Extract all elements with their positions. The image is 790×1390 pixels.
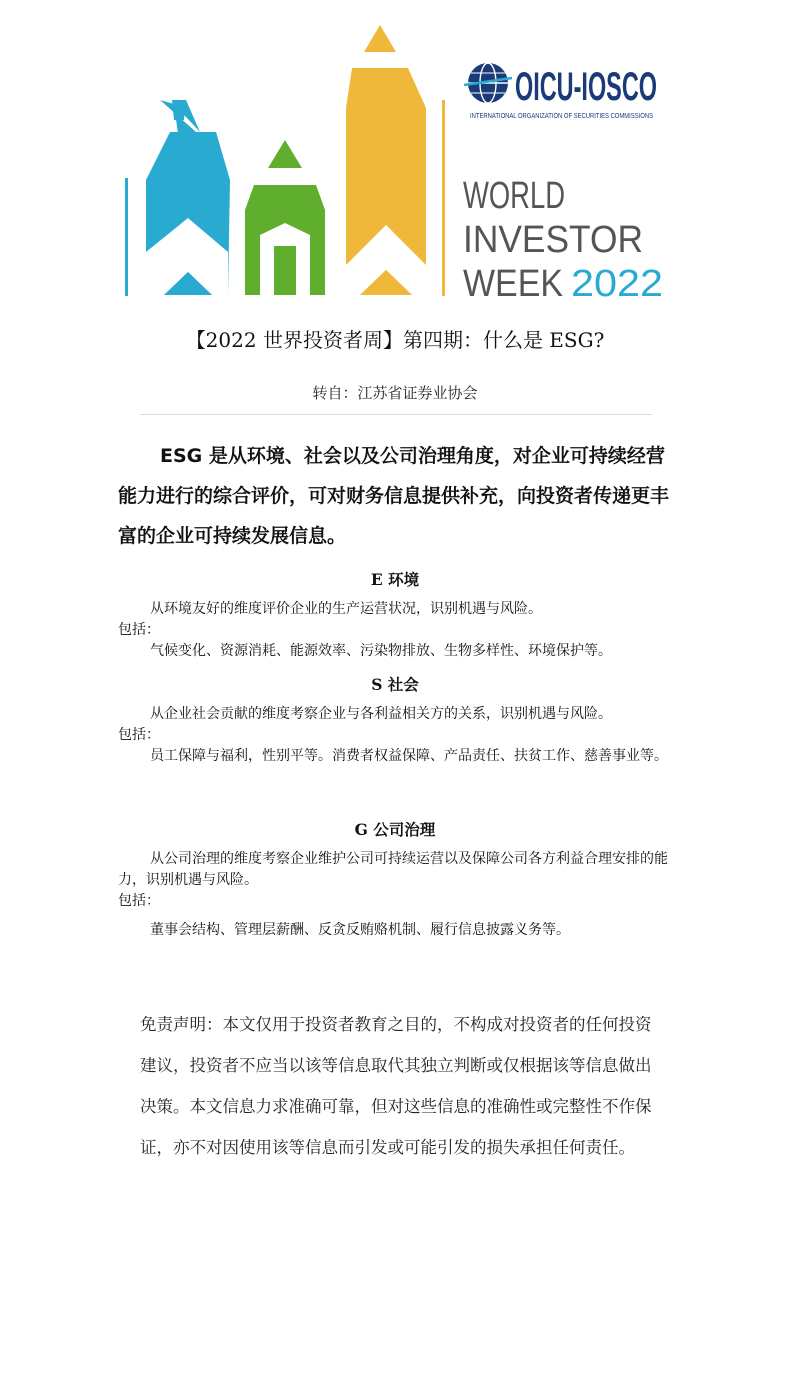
green-pencil-graphic	[245, 140, 325, 295]
blue-pencil-graphic	[125, 100, 230, 296]
lead-text: ESG 是从环境、社会以及公司治理角度，对企业可持续经营能力进行的综合评价，可对财务信息提供补充，向投资者传递更丰富的企业可持续发展信息。	[118, 445, 670, 547]
article-title: 【2022 世界投资者周】第四期：什么是 ESG?	[185, 328, 605, 352]
disclaimer-text: 免责声明：本文仅用于投资者教育之目的，不构成对投资者的任何投资建议，投资者不应当以该等信息取代其独立判断或仅根据该等信息做出决策。本文信息力求准确可靠，但对这些信息的准确性或完整性不作保证，亦不对因使用该等信息而引发或可能引发的损失承担任何责任。	[140, 1015, 652, 1157]
banner-graphic	[120, 20, 680, 320]
event-year-text: 2022	[571, 263, 663, 305]
section-e-desc: 从环境友好的维度评价企业的生产运营状况，识别机遇与风险。	[150, 601, 542, 617]
section-s-body	[118, 704, 680, 767]
section-e-heading: E 环境	[370, 570, 420, 589]
section-e-body	[118, 599, 680, 662]
event-line2-text: INVESTOR	[463, 219, 643, 261]
iosco-globe-icon	[464, 63, 512, 103]
yellow-pencil-graphic	[346, 25, 445, 296]
section-s-items: 员工保障与福利，性别平等。消费者权益保障、产品责任、扶贫工作、慈善事业等。	[150, 748, 668, 764]
world-investor-week-banner	[120, 20, 680, 320]
org-name-text: OICU-IOSCO	[515, 65, 657, 109]
section-g-desc: 从公司治理的维度考察企业维护公司可持续运营以及保障公司各方利益合理安排的能力，识别机遇与风险。	[118, 851, 668, 888]
event-line1-text: WORLD	[463, 175, 565, 217]
section-e-items: 气候变化、资源消耗、能源效率、污染物排放、生物多样性、环境保护等。	[150, 643, 612, 659]
section-g-items: 董事会结构、管理层薪酬、反贪反贿赂机制、履行信息披露义务等。	[150, 922, 570, 938]
article-source: 转自：江苏省证券业协会	[312, 384, 478, 402]
section-g-include-label: 包括：	[118, 893, 160, 909]
section-g-heading: G 公司治理	[354, 820, 436, 839]
org-subtitle-text: INTERNATIONAL ORGANIZATION OF SECURITIES COMMISSIONS	[470, 113, 654, 120]
section-s-desc: 从企业社会贡献的维度考察企业与各利益相关方的关系，识别机遇与风险。	[150, 706, 612, 722]
section-s-heading: S 社会	[371, 675, 419, 694]
divider-line	[140, 414, 652, 415]
lead-paragraph	[118, 436, 678, 556]
section-g-body	[118, 849, 680, 941]
event-week-text: WEEK	[463, 263, 563, 305]
section-e-include-label: 包括：	[118, 622, 160, 638]
section-s-include-label: 包括：	[118, 727, 160, 743]
